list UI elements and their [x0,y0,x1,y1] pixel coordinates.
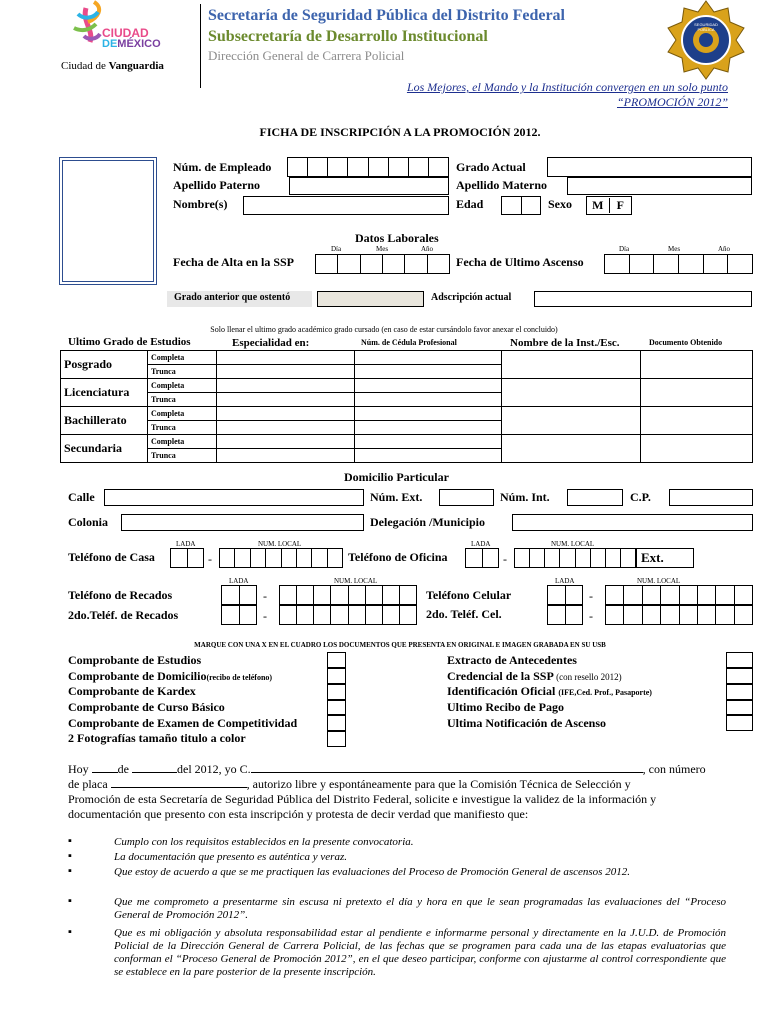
num-int-label: Núm. Int. [500,490,550,504]
calle-label: Calle [68,490,95,504]
documentos-instruction: MARQUE CON UNA X EN EL CUADRO LOS DOCUMENTOS QUE PRESENTA EN ORIGINAL E IMAGEN GRABADA EN SU USB [194,641,606,649]
num-empleado-field[interactable] [287,157,449,177]
tel-cel2-local-field[interactable] [605,605,753,625]
nombre-blank[interactable] [251,772,643,773]
doc-domicilio-label: Comprobante de Domicilio(recibo de teléfono) [68,669,273,683]
doc-domicilio-checkbox[interactable] [327,668,346,684]
delegacion-field[interactable] [512,514,753,531]
apellido-paterno-label: Apellido Paterno [173,178,260,192]
alta-anio-caption: Año [421,245,434,253]
doc-credencial-checkbox[interactable] [726,668,753,684]
especialidad-cell[interactable] [216,435,354,449]
sexo-label: Sexo [548,197,572,211]
cedula-cell[interactable] [354,351,502,365]
tel-casa-local-field[interactable] [219,548,343,568]
doc-credencial-note: (con resello 2012) [556,672,622,682]
grado-actual-label: Grado Actual [456,160,526,174]
header-subsecretaria: Subsecretaría de Desarrollo Institucional [208,28,488,45]
police-badge [666,0,746,80]
tel-celular-lada-field[interactable] [547,585,583,605]
cp-field[interactable] [669,489,753,506]
documento-cell[interactable] [641,407,753,435]
doc-recibo-label: Ultimo Recibo de Pago [447,700,564,714]
especialidad-cell[interactable] [216,449,354,463]
completa-label[interactable]: Completa [147,407,216,421]
grado-anterior-label: Grado anterior que ostentó [174,292,291,303]
institucion-cell[interactable] [502,407,641,435]
cedula-cell[interactable] [354,407,502,421]
header-secretaria: Secretaría de Seguridad Pública del Distrito Federal [208,7,565,24]
doc-notificacion-label: Ultima Notificación de Ascenso [447,716,606,730]
grado-bachillerato: Bachillerato [61,407,148,435]
bullet-marker: ▪ [68,895,72,907]
doc-identificacion-note: (IFE,Ced. Prof., Pasaporte) [558,688,652,697]
doc-recibo-checkbox[interactable] [726,700,753,715]
ascenso-anio-caption: Año [718,245,731,253]
ascenso-dia-caption: Día [619,245,630,253]
header-divider [200,4,201,88]
especialidad-cell[interactable] [216,351,354,365]
tel-oficina-label: Teléfono de Oficina [348,550,448,564]
completa-label[interactable]: Completa [147,379,216,393]
datos-laborales-title: Datos Laborales [355,231,439,245]
mes-blank[interactable] [132,772,177,773]
fecha-alta-label: Fecha de Alta en la SSP [173,255,295,269]
tel-celular-local-field[interactable] [605,585,753,605]
tel-recados-label: Teléfono de Recados [68,588,173,602]
photo-box[interactable] [59,157,157,285]
bullet-marker: ▪ [68,865,72,877]
doc-examen-checkbox[interactable] [327,715,346,731]
completa-label[interactable]: Completa [147,435,216,449]
tel-recados-local-field[interactable] [279,585,417,605]
logo-word-ciudad: CIUDAD [102,26,149,40]
placa-blank[interactable] [111,787,247,788]
trunca-label[interactable]: Trunca [147,421,216,435]
num-ext-field[interactable] [439,489,494,506]
doc-estudios-checkbox[interactable] [327,652,346,668]
doc-extracto-checkbox[interactable] [726,652,753,668]
badge-text: SEGURIDAD PÚBLICA [694,22,718,32]
tel-celular-label: Teléfono Celular [426,588,512,602]
alta-dia-caption: Día [331,245,342,253]
bullet-item: La documentación que presento es auténtica y veraz. [114,851,347,863]
nombres-label: Nombre(s) [173,197,228,211]
doc-extracto-label: Extracto de Antecedentes [447,653,577,667]
bullet-item: Que estoy de acuerdo a que se me practiquen las evaluaciones del Proceso de Promoción General de ascensos 2012. [114,866,630,878]
col-institucion-header: Nombre de la Inst./Esc. [510,337,620,349]
cedula-cell[interactable] [354,393,502,407]
bullet-marker: ▪ [68,835,72,847]
cedula-cell[interactable] [354,379,502,393]
tel-casa-lada-field[interactable] [170,548,204,568]
apellido-paterno-field[interactable] [289,177,449,195]
tel-cel2-dash: - [589,609,593,623]
num-int-field[interactable] [567,489,623,506]
trunca-label[interactable]: Trunca [147,393,216,407]
doc-credencial-label: Credencial de la SSP (con resello 2012) [447,669,622,683]
recados-lada-caption: LADA [229,577,249,585]
estudios-note: Solo llenar el ultimo grado académico grado cursado (en caso de estar cursándolo favor anexar el concluido) [210,325,558,334]
fecha-ascenso-label: Fecha de Ultimo Ascenso [456,255,584,269]
domicilio-title: Domicilio Particular [344,470,449,484]
alta-mes-caption: Mes [376,245,389,253]
city-tag: Ciudad de Vanguardia [61,60,164,72]
tel-recados-dash: - [263,589,267,603]
bullet-marker: ▪ [68,926,72,938]
colonia-field[interactable] [121,514,364,531]
col-grado-header: Ultimo Grado de Estudios [68,336,191,348]
especialidad-cell[interactable] [216,365,354,379]
tel-recados-lada-field[interactable] [221,585,257,605]
adscripcion-label: Adscripción actual [431,292,512,303]
especialidad-cell[interactable] [216,407,354,421]
motto: Los Mejores, el Mando y la Institución convergen en un solo punto [406,80,728,94]
sexo-f-option[interactable]: F [609,198,632,213]
especialidad-cell[interactable] [216,421,354,435]
num-empleado-label: Núm. de Empleado [173,160,272,174]
documento-cell[interactable] [641,379,753,407]
bullet-marker: ▪ [68,850,72,862]
doc-kardex-label: Comprobante de Kardex [68,684,196,698]
sexo-m-option[interactable]: M [592,198,604,212]
trunca-label[interactable]: Trunca [147,449,216,463]
declaracion-line1: Hoy de del 2012, yo C. , con número [68,762,706,776]
tel-oficina-dash: - [503,552,507,566]
declaracion-line3: Promoción de esta Secretaría de Seguridad Pública del Distrito Federal, solicite e investigue la validez de la información y [68,792,657,806]
declaracion-line2: de placa , autorizo libre y espontáneamente para que la Comisión Técnica de Selección y [68,777,631,791]
tel-casa-dash: - [208,552,212,566]
grado-actual-field[interactable] [547,157,752,177]
cp-label: C.P. [630,490,651,504]
delegacion-label: Delegación /Municipio [370,515,485,529]
doc-curso-checkbox[interactable] [327,700,346,715]
tel-oficina-lada-field[interactable] [465,548,499,568]
tel-recados2-label: 2do.Teléf. de Recados [68,608,179,622]
ciudad-mexico-logo [64,0,182,60]
trunca-label[interactable]: Trunca [147,365,216,379]
doc-identificacion-label: Identificación Oficial (IFE,Ced. Prof., Pasaporte) [447,684,652,698]
grado-posgrado: Posgrado [61,351,148,379]
bullet-item: Que es mi obligación y absoluta responsabilidad estar al pendiente e informarme personal y directamente en la J.U.D. de Promoción Policial de la Dirección General de Carrera Policial, de las fechas que se programen para cada una de las etapas evaluatorias que conforman el “Proceso General de Promoción 2012”, en el que deseo participar, conforme con ajustarme al control correspondiente que se establece en la pare posterior de la presente inscripción. [114,927,726,978]
fecha-alta-field[interactable] [315,254,450,274]
apellido-materno-label: Apellido Materno [456,178,547,192]
tel-oficina-local-field[interactable] [514,548,636,568]
form-title: FICHA DE INSCRIPCIÓN A LA PROMOCIÓN 2012. [259,125,541,139]
sexo-field[interactable] [586,196,632,215]
cedula-cell[interactable] [354,449,502,463]
edad-label: Edad [456,197,484,211]
completa-label[interactable]: Completa [147,351,216,365]
tel-cel2-lada-field[interactable] [547,605,583,625]
bullet-item: Cumplo con los requisitos establecidos en la presente convocatoria. [114,836,414,848]
doc-fotos-checkbox[interactable] [327,731,346,747]
ext-label: Ext. [641,550,664,565]
fecha-ascenso-field[interactable] [604,254,753,274]
celular-lada-caption: LADA [555,577,575,585]
tel-cel2-label: 2do. Teléf. Cel. [426,607,502,621]
cedula-cell[interactable] [354,421,502,435]
documento-cell[interactable] [641,351,753,379]
doc-notificacion-checkbox[interactable] [726,715,753,731]
colonia-label: Colonia [68,515,109,529]
cedula-cell[interactable] [354,435,502,449]
casa-local-caption: NUM. LOCAL [258,540,302,548]
declaracion-line4: documentación que presento con esta inscripción y protesta de decir verdad que manifiesto que: [68,807,529,821]
institucion-cell[interactable] [502,351,641,379]
promo-title: “PROMOCIÓN 2012” [616,95,728,109]
oficina-lada-caption: LADA [471,540,491,548]
especialidad-cell[interactable] [216,379,354,393]
header-direccion: Dirección General de Carrera Policial [208,48,405,63]
tel-casa-label: Teléfono de Casa [68,550,155,564]
grado-licenciatura: Licenciatura [61,379,148,407]
grado-anterior-field[interactable] [317,291,424,307]
documento-cell[interactable] [641,435,753,463]
estudios-table [60,350,753,463]
tel-recados2-dash: - [263,609,267,623]
col-especialidad-header: Especialidad en: [232,337,310,349]
tel-recados2-lada-field[interactable] [221,605,257,625]
bullet-item: Que me comprometo a presentarme sin escusa ni pretexto el día y hora en que le sean programadas las evaluaciones del “Proceso General de Promoción 2012”. [114,896,726,921]
cedula-cell[interactable] [354,365,502,379]
nombres-field[interactable] [243,196,449,215]
grado-secundaria: Secundaria [61,435,148,463]
edad-field[interactable] [501,196,541,215]
logo-word-de: DE [102,38,118,50]
tel-recados2-local-field[interactable] [279,605,417,625]
col-documento-header: Documento Obtenido [649,338,723,347]
doc-curso-label: Comprobante de Curso Básico [68,700,225,714]
col-cedula-header: Núm. de Cédula Profesional [361,338,457,347]
institucion-cell[interactable] [502,379,641,407]
recados-local-caption: NUM. LOCAL [334,577,378,585]
institucion-cell[interactable] [502,435,641,463]
especialidad-cell[interactable] [216,393,354,407]
ascenso-mes-caption: Mes [668,245,681,253]
casa-lada-caption: LADA [176,540,196,548]
doc-fotos-label: 2 Fotografías tamaño titulo a color [68,731,246,745]
calle-field[interactable] [104,489,364,506]
oficina-local-caption: NUM. LOCAL [551,540,595,548]
doc-estudios-label: Comprobante de Estudios [68,653,202,667]
celular-local-caption: NUM. LOCAL [637,577,681,585]
doc-examen-label: Comprobante de Examen de Competitividad [68,716,298,730]
dia-blank[interactable] [92,772,118,773]
doc-kardex-checkbox[interactable] [327,684,346,700]
logo-word-mexico: MÉXICO [117,38,161,50]
doc-identificacion-checkbox[interactable] [726,684,753,700]
apellido-materno-field[interactable] [567,177,752,195]
doc-domicilio-note: (recibo de teléfono) [206,673,273,682]
adscripcion-field[interactable] [534,291,752,307]
num-ext-label: Núm. Ext. [370,490,423,504]
tel-celular-dash: - [589,589,593,603]
